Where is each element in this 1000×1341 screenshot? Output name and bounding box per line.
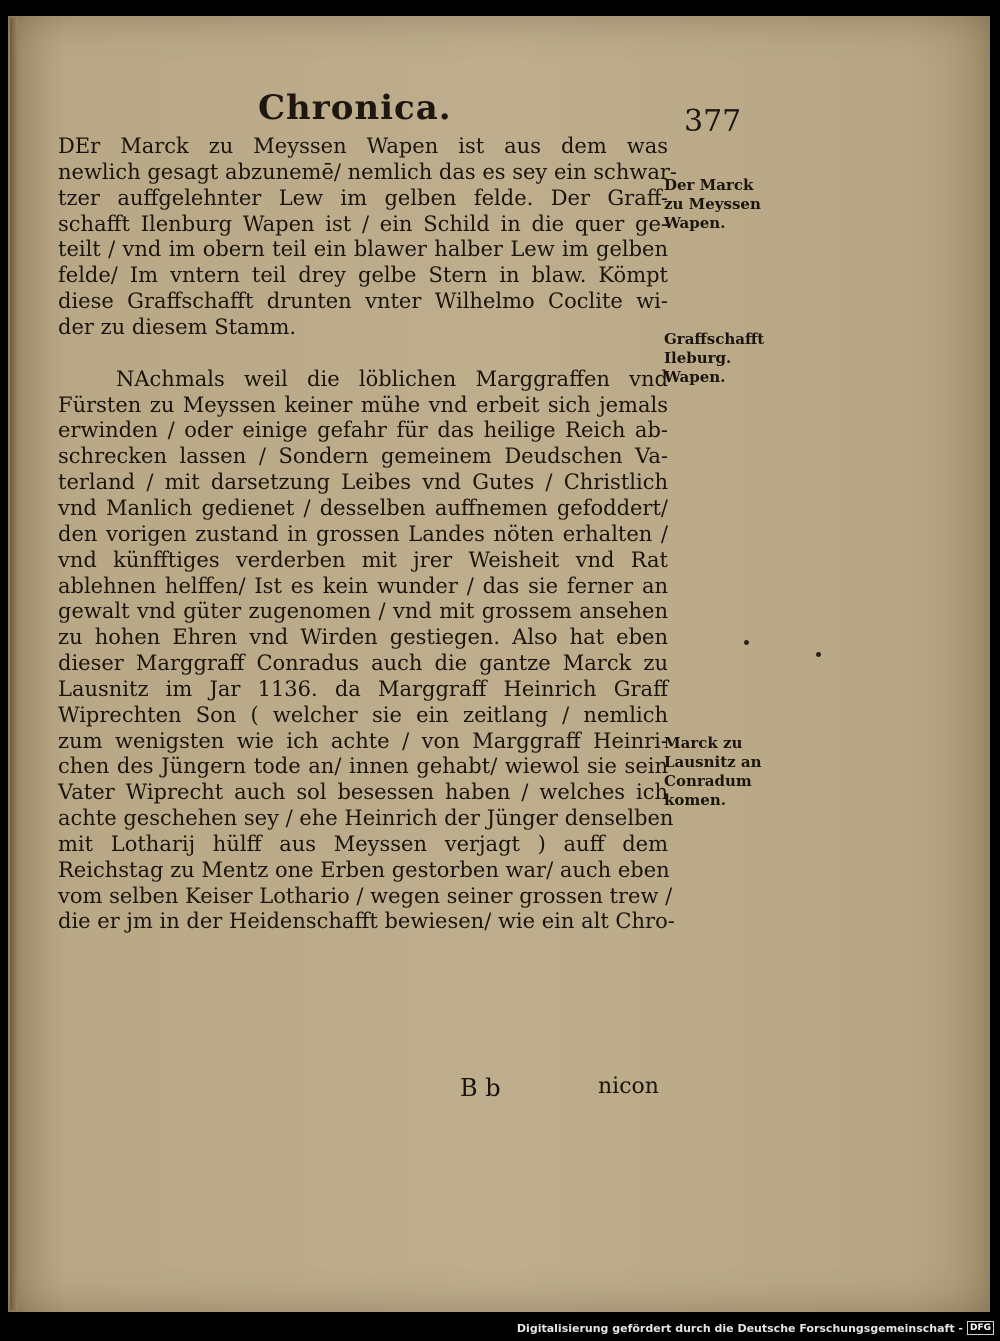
marginal-note-line: zu Meyssen — [664, 195, 761, 213]
paragraph-gap — [58, 341, 668, 367]
text-line: NAchmals weil die löblichen Marggraffen vnd — [116, 366, 668, 391]
credit-text: Digitalisierung gefördert durch die Deutsche Forschungsgemeinschaft - — [516, 1321, 963, 1335]
marginal-note-line: Der Marck — [664, 176, 754, 194]
text-line: dieser Marggraff Conradus auch die gantze Marck zu — [58, 651, 668, 676]
digitization-credit — [517, 1321, 994, 1335]
text-line: Fürsten zu Meyssen keiner mühe vnd erbeit sich jemals — [58, 392, 668, 417]
catchword: nicon — [598, 1074, 659, 1099]
text-line: chen des Jüngern tode an/ innen gehabt/ wiewol sie sein — [58, 754, 668, 779]
text-line: vom selben Keiser Lothario / wegen seiner grossen trew / — [58, 883, 673, 908]
text-line: schrecken lassen / Sondern gemeinem Deudschen Va- — [58, 444, 668, 469]
marginal-note-line: Lausnitz an — [664, 753, 762, 771]
text-line: achte geschehen sey / ehe Heinrich der Jünger denselben — [58, 806, 674, 831]
text-line: Lausnitz im Jar 1136. da Marggraff Heinrich Graff — [58, 676, 668, 701]
marginal-note-line: Ileburg. — [664, 349, 732, 367]
text-line: der zu diesem Stamm. — [58, 314, 297, 339]
text-line: terland / mit darsetzung Leibes vnd Gutes / Christlich — [58, 470, 668, 495]
marginal-note-line: Conradum — [664, 772, 752, 790]
text-line: vnd künfftiges verderben mit jrer Weisheit vnd Rat — [58, 547, 668, 572]
text-line: zu hohen Ehren vnd Wirden gestiegen. Also hat eben — [58, 625, 668, 650]
text-line: teilt / vnd im obern teil ein blawer halber Lew im gelben — [58, 237, 668, 262]
text-line: die er jm in der Heidenschafft bewiesen/ wie ein alt Chro- — [58, 909, 675, 934]
text-line: Vater Wiprecht auch sol besessen haben / welches ich — [58, 780, 668, 805]
marginal-note-line: komen. — [664, 791, 726, 809]
paragraph-2 — [58, 366, 675, 936]
page-number: 377 — [684, 104, 742, 139]
text-line: ablehnen helffen/ Ist es kein wunder / das sie ferner an — [58, 573, 668, 598]
text-line: Wiprechten Son ( welcher sie ein zeitlang / nemlich — [58, 702, 668, 727]
text-line: DEr Marck zu Meyssen Wapen ist aus dem was — [58, 134, 668, 158]
paper-speck — [744, 640, 749, 645]
text-line: tzer auffgelehnter Lew im gelben felde. Der Graff- — [58, 185, 668, 210]
marginal-note-ileburg-wapen — [664, 330, 794, 387]
text-line: felde/ Im vntern teil drey gelbe Stern in blaw. Kömpt — [58, 263, 668, 288]
text-line: mit Lotharij hülff aus Meyssen verjagt ) auff dem — [58, 831, 668, 856]
marginal-note-marck-wapen — [664, 176, 794, 233]
marginal-note-line: Marck zu — [664, 734, 743, 752]
page-binding-edge — [10, 18, 18, 1310]
marginal-note-line: Wapen. — [664, 368, 726, 386]
paragraph-1 — [58, 134, 677, 341]
text-line: zum wenigsten wie ich achte / von Marggraff Heinri- — [58, 728, 668, 753]
running-head: Chronica. — [258, 88, 452, 128]
text-line: vnd Manlich gedienet / desselben auffnemen gefoddert/ — [58, 495, 668, 520]
marginal-note-lausnitz — [664, 734, 794, 810]
text-line: Reichstag zu Mentz one Erben gestorben war/ auch eben — [58, 857, 670, 882]
signature-mark: B b — [460, 1074, 501, 1102]
text-line: gewalt vnd güter zugenomen / vnd mit grossem ansehen — [58, 599, 668, 624]
marginal-note-line: Wapen. — [664, 214, 726, 232]
text-line: schafft Ilenburg Wapen ist / ein Schild in die quer ge- — [58, 211, 668, 236]
text-line: den vorigen zustand in grossen Landes nöten erhalten / — [58, 521, 668, 546]
dfg-logo: DFG — [967, 1321, 994, 1335]
paper-speck — [816, 652, 821, 657]
marginal-note-line: Graffschafft — [664, 330, 765, 348]
text-line: newlich gesagt abzunemē/ nemlich das es sey ein schwar- — [58, 159, 677, 184]
text-line: erwinden / oder einige gefahr für das heilige Reich ab- — [58, 418, 668, 443]
text-line: diese Graffschafft drunten vnter Wilhelmo Coclite wi- — [58, 289, 668, 314]
body-text — [58, 134, 677, 935]
